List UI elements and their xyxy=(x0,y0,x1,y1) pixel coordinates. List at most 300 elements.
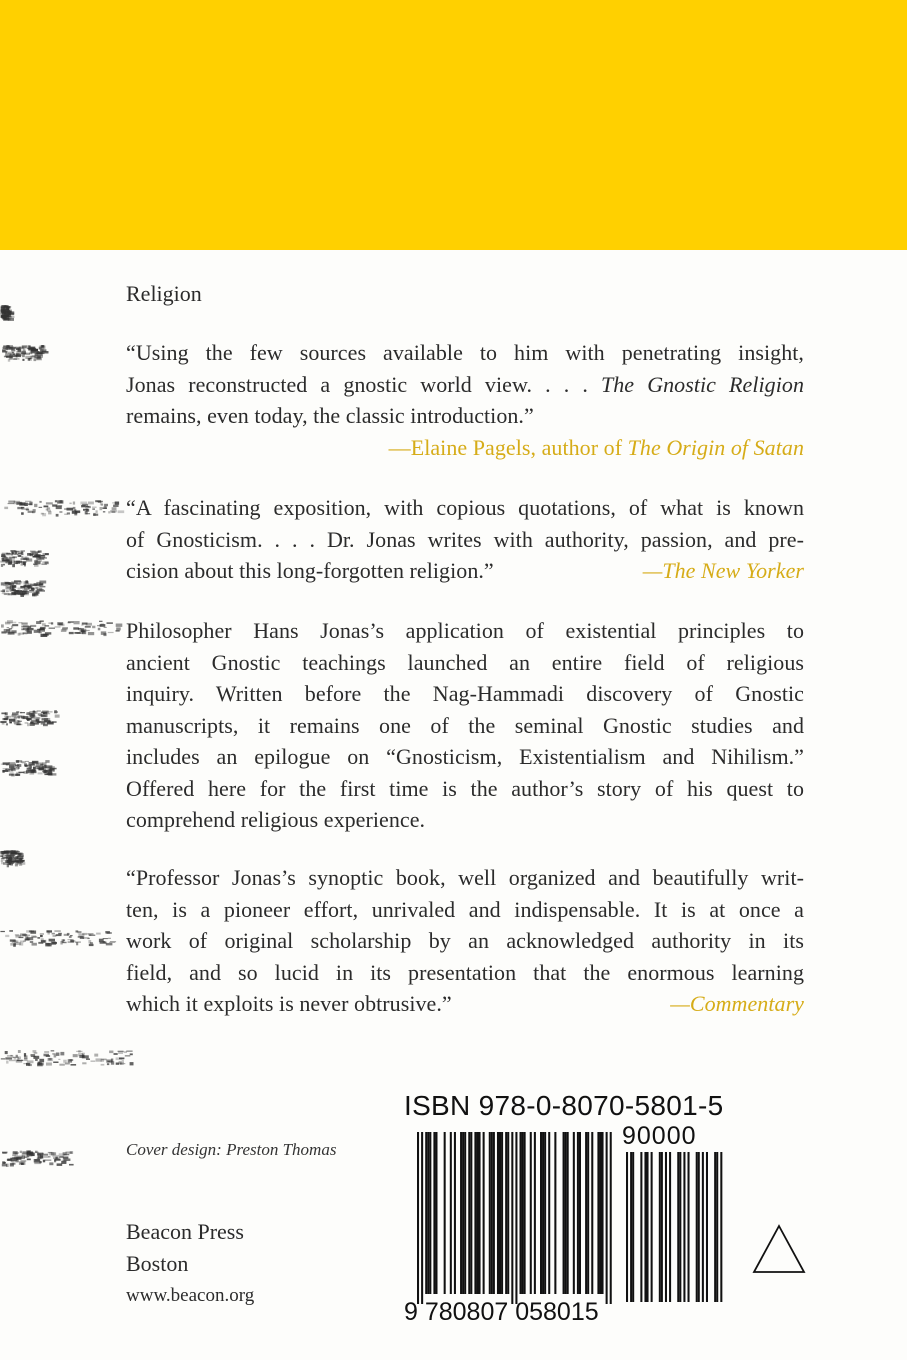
pencil-mark xyxy=(16,861,23,863)
pencil-mark xyxy=(27,630,32,633)
pencil-mark xyxy=(6,586,11,589)
pencil-mark xyxy=(42,623,46,626)
pencil-mark xyxy=(126,1050,132,1052)
pencil-mark xyxy=(28,503,32,505)
pencil-mark xyxy=(31,936,36,938)
pencil-mark xyxy=(74,509,77,511)
pencil-mark xyxy=(118,1052,123,1054)
pencil-mark xyxy=(0,312,4,314)
pencil-mark xyxy=(16,1055,18,1057)
pencil-mark xyxy=(7,1055,13,1057)
pencil-mark xyxy=(104,504,108,506)
pencil-mark xyxy=(1,860,3,862)
pencil-mark xyxy=(5,622,10,625)
pencil-mark xyxy=(45,553,49,555)
barcode-bar xyxy=(542,1132,544,1294)
quote-line: “Using the few sources available to him with penetrating insight, xyxy=(126,340,804,365)
pencil-mark xyxy=(9,772,13,774)
pencil-mark xyxy=(51,622,53,624)
barcode-bar xyxy=(520,1132,522,1294)
pencil-mark xyxy=(33,1050,37,1053)
pencil-mark xyxy=(8,632,15,635)
pencil-mark xyxy=(40,764,43,766)
barcode-bar xyxy=(511,1132,513,1304)
pencil-mark xyxy=(25,761,29,762)
pencil-mark xyxy=(25,938,30,940)
pencil-mark xyxy=(11,582,18,584)
pencil-mark xyxy=(78,628,81,630)
pencil-mark xyxy=(27,718,32,720)
pencil-mark xyxy=(30,722,33,724)
pencil-mark xyxy=(62,627,68,629)
pencil-mark xyxy=(118,510,125,513)
pencil-mark xyxy=(12,593,17,596)
attribution-new-yorker: —The New Yorker xyxy=(642,558,804,583)
attribution-pagels: —Elaine Pagels, author of The Origin of Satan xyxy=(388,434,804,460)
barcode-bar xyxy=(567,1132,569,1294)
pencil-mark xyxy=(82,1062,86,1064)
isbn-barcode xyxy=(404,1092,734,1332)
description-line: ancient Gnostic teachings launched an entire field of religious xyxy=(126,649,804,675)
addon-bar xyxy=(651,1152,653,1302)
barcode-bar xyxy=(491,1132,493,1294)
pencil-mark xyxy=(9,722,12,723)
pencil-mark xyxy=(34,355,41,358)
barcode-bar xyxy=(460,1132,462,1294)
pencil-mark xyxy=(6,764,9,766)
pencil-mark xyxy=(24,1055,28,1058)
barcode-bar xyxy=(530,1132,532,1294)
pencil-mark xyxy=(32,355,35,356)
pencil-mark xyxy=(24,935,31,937)
barcode-bar xyxy=(505,1132,507,1294)
pencil-mark xyxy=(36,720,40,721)
pencil-mark xyxy=(48,721,51,723)
addon-bar xyxy=(706,1152,708,1302)
pencil-mark xyxy=(54,711,58,713)
price-code: 90000 xyxy=(622,1122,697,1150)
pencil-mark xyxy=(110,510,117,512)
pencil-mark xyxy=(116,627,121,630)
barcode-bar xyxy=(417,1132,419,1304)
pencil-mark xyxy=(48,623,51,624)
pencil-mark xyxy=(3,316,6,319)
pencil-mark xyxy=(40,1155,43,1158)
pencil-mark xyxy=(106,1060,112,1063)
pencil-mark xyxy=(83,937,90,939)
pencil-mark xyxy=(73,502,75,505)
pencil-mark xyxy=(5,935,9,937)
pencil-mark xyxy=(6,311,12,314)
pencil-mark xyxy=(60,500,63,503)
pencil-mark xyxy=(42,513,46,516)
pencil-mark xyxy=(3,564,5,566)
pencil-mark xyxy=(8,503,15,504)
pencil-mark xyxy=(8,593,13,595)
pencil-mark xyxy=(1,764,4,765)
pencil-mark xyxy=(40,935,42,937)
barcode-bar xyxy=(591,1132,593,1294)
pencil-mark xyxy=(96,1058,102,1061)
pencil-mark xyxy=(21,1160,27,1162)
pencil-mark xyxy=(9,1060,16,1061)
addon-bar xyxy=(661,1152,663,1302)
pencil-mark xyxy=(12,1163,14,1165)
description-line: Offered here for the first time is the author’s story of his quest to xyxy=(126,775,804,801)
pencil-mark xyxy=(114,1053,118,1055)
pencil-mark xyxy=(59,1064,64,1066)
pencil-mark xyxy=(12,1057,18,1058)
pencil-mark xyxy=(36,590,40,593)
pencil-mark xyxy=(38,1062,41,1065)
barcode-bar xyxy=(462,1132,464,1294)
pencil-mark xyxy=(112,507,117,510)
pencil-mark xyxy=(44,774,50,776)
pencil-mark xyxy=(18,581,22,584)
pencil-mark xyxy=(36,584,42,585)
book-description xyxy=(126,615,804,836)
barcode-bar xyxy=(427,1132,429,1294)
pencil-mark xyxy=(18,1056,21,1059)
pencil-mark xyxy=(104,627,107,628)
pencil-mark xyxy=(13,720,19,723)
barcode-bar xyxy=(602,1132,604,1294)
pencil-mark xyxy=(21,509,26,510)
pencil-mark xyxy=(63,1159,70,1162)
pencil-mark xyxy=(4,507,8,509)
pencil-mark xyxy=(1,624,4,627)
barcode-bar xyxy=(599,1132,601,1294)
pencil-mark xyxy=(100,624,106,627)
pencil-mark xyxy=(8,356,12,357)
pencil-mark xyxy=(23,348,26,351)
pencil-mark xyxy=(31,770,36,771)
barcode-bar xyxy=(433,1132,435,1294)
pencil-mark xyxy=(63,1157,69,1159)
pencil-mark xyxy=(33,711,35,713)
decorative-pencil-marks xyxy=(0,250,140,1250)
barcode-bar xyxy=(479,1132,481,1294)
pencil-mark xyxy=(30,625,36,627)
publisher-city: Boston xyxy=(126,1251,189,1276)
addon-bar xyxy=(716,1152,718,1302)
pencil-mark xyxy=(6,856,9,859)
pencil-mark xyxy=(67,508,74,511)
pencil-mark xyxy=(48,1156,51,1157)
pencil-mark xyxy=(14,766,17,768)
description-line: Philosopher Hans Jonas’s application of existential principles to xyxy=(126,618,804,643)
barcode-bar xyxy=(585,1132,587,1294)
addon-bar xyxy=(677,1152,679,1302)
pencil-mark xyxy=(15,863,18,866)
barcode-bar xyxy=(587,1132,589,1294)
pencil-mark xyxy=(45,943,51,946)
pencil-mark xyxy=(34,717,40,719)
pencil-mark xyxy=(7,627,10,628)
quote-line: “A fascinating exposition, with copious quotations, of what is known xyxy=(126,495,804,520)
pencil-mark xyxy=(96,510,98,513)
pencil-mark xyxy=(107,1063,109,1065)
pencil-mark xyxy=(19,633,24,635)
pencil-mark xyxy=(40,933,44,934)
pencil-mark xyxy=(49,766,55,769)
pencil-mark xyxy=(68,939,73,940)
pencil-mark xyxy=(41,634,48,637)
pencil-mark xyxy=(15,774,20,776)
pencil-mark xyxy=(103,941,106,943)
pencil-mark xyxy=(8,352,13,354)
pencil-mark xyxy=(34,1159,40,1163)
pencil-mark xyxy=(81,505,86,507)
pencil-mark xyxy=(24,1156,28,1158)
pencil-mark xyxy=(28,358,30,361)
pencil-mark xyxy=(5,1051,8,1054)
pencil-mark xyxy=(45,1159,52,1161)
pencil-mark xyxy=(21,563,23,566)
pencil-mark xyxy=(17,760,23,762)
pencil-mark xyxy=(35,561,41,564)
pencil-mark xyxy=(42,351,49,354)
barcode-bar xyxy=(454,1132,456,1294)
pencil-mark xyxy=(48,1152,53,1153)
pencil-mark xyxy=(116,1057,123,1060)
pencil-mark xyxy=(86,1059,90,1060)
pencil-mark xyxy=(1,582,5,585)
barcode-digits: 9 780807 058015 xyxy=(404,1298,599,1326)
pencil-mark xyxy=(98,628,101,631)
addon-bar xyxy=(698,1152,700,1302)
pencil-mark xyxy=(55,626,61,628)
pencil-mark xyxy=(47,1058,53,1061)
pencil-mark xyxy=(37,768,41,769)
pencil-mark xyxy=(103,511,105,512)
addon-bar xyxy=(626,1152,628,1302)
pencil-mark xyxy=(19,858,22,860)
pencil-mark xyxy=(82,933,87,935)
pencil-mark xyxy=(52,1053,55,1055)
pencil-mark xyxy=(3,306,8,308)
pencil-mark xyxy=(118,1051,124,1052)
pencil-mark xyxy=(16,502,22,505)
pencil-mark xyxy=(55,715,60,718)
pencil-mark xyxy=(43,559,45,560)
quote-line: “Professor Jonas’s synoptic book, well organized and beautifully writ- xyxy=(126,865,804,890)
quote-line: ten, is a pioneer effort, unrivaled and indispensable. It is at once a xyxy=(126,896,804,922)
pencil-mark xyxy=(58,933,62,935)
pencil-mark xyxy=(4,851,8,852)
pencil-mark xyxy=(5,348,8,350)
pencil-mark xyxy=(32,511,35,513)
pencil-mark xyxy=(46,502,53,504)
pencil-mark xyxy=(16,355,18,358)
pencil-mark xyxy=(2,1152,6,1154)
pencil-mark xyxy=(104,506,108,507)
pencil-mark xyxy=(24,585,26,586)
pencil-mark xyxy=(18,715,24,716)
pencil-mark xyxy=(17,855,19,856)
pencil-mark xyxy=(10,859,12,862)
pencil-mark xyxy=(73,507,76,509)
pencil-mark xyxy=(32,761,38,764)
pencil-mark xyxy=(21,623,27,625)
beacon-triangle-logo xyxy=(752,1224,806,1274)
addon-bar xyxy=(647,1152,649,1302)
addon-bar xyxy=(696,1152,698,1302)
pencil-mark xyxy=(54,931,60,932)
barcode-bar xyxy=(540,1132,542,1294)
pencil-mark xyxy=(76,930,79,932)
barcode-bar xyxy=(563,1132,565,1294)
pencil-mark xyxy=(78,1053,83,1056)
addon-bar xyxy=(644,1152,646,1302)
barcode-bar xyxy=(483,1132,485,1294)
pencil-mark xyxy=(23,625,29,627)
pencil-mark xyxy=(10,853,17,855)
addon-bar xyxy=(632,1152,634,1302)
pencil-mark xyxy=(11,774,14,777)
pencil-mark xyxy=(21,1163,24,1165)
pencil-mark xyxy=(5,769,10,771)
category-label: Religion xyxy=(126,281,202,306)
pencil-mark xyxy=(74,621,80,624)
publisher-name: Beacon Press xyxy=(126,1219,244,1244)
pencil-mark xyxy=(1,556,6,557)
pencil-mark xyxy=(69,632,74,634)
pencil-mark xyxy=(41,715,46,717)
pencil-mark xyxy=(52,721,57,723)
pencil-mark xyxy=(73,1054,78,1057)
pencil-mark xyxy=(26,770,29,773)
pencil-mark xyxy=(94,1054,98,1057)
barcode-bar xyxy=(573,1132,575,1294)
quote-line: work of original scholarship by an acknowledged authority in its xyxy=(126,928,804,953)
pencil-mark xyxy=(44,1051,49,1052)
pencil-mark xyxy=(9,930,13,932)
pencil-mark xyxy=(49,1162,53,1165)
pencil-mark xyxy=(29,930,34,932)
pencil-mark xyxy=(9,768,15,770)
pencil-mark xyxy=(12,564,15,567)
barcode-bar xyxy=(476,1132,478,1294)
pencil-mark xyxy=(120,1063,125,1064)
pencil-mark xyxy=(74,513,77,516)
quote-commentary xyxy=(126,862,804,1020)
pencil-mark xyxy=(30,941,33,943)
pencil-mark xyxy=(92,507,97,508)
pencil-mark xyxy=(58,505,62,506)
pencil-mark xyxy=(19,555,22,556)
pencil-mark xyxy=(91,1061,96,1062)
barcode-bar xyxy=(435,1132,437,1294)
pencil-mark xyxy=(109,1051,113,1054)
pencil-mark xyxy=(37,937,40,939)
barcode-bar xyxy=(464,1132,466,1294)
pencil-mark xyxy=(33,767,36,769)
pencil-mark xyxy=(81,631,84,632)
pencil-mark xyxy=(11,348,15,351)
pencil-mark xyxy=(130,1062,134,1065)
pencil-mark xyxy=(58,1059,60,1060)
pencil-mark xyxy=(25,936,28,938)
pencil-mark xyxy=(1,851,4,853)
addon-bar xyxy=(679,1152,681,1302)
barcode-bar xyxy=(468,1132,470,1294)
pencil-mark xyxy=(4,629,10,632)
pencil-mark xyxy=(16,1158,21,1160)
pencil-mark xyxy=(22,763,25,764)
pencil-mark xyxy=(41,563,47,565)
pencil-mark xyxy=(101,1059,106,1061)
pencil-mark xyxy=(64,1154,70,1155)
pencil-mark xyxy=(20,712,25,713)
barcode-bar xyxy=(579,1132,581,1294)
pencil-mark xyxy=(5,583,12,586)
pencil-mark xyxy=(69,503,71,505)
pencil-mark xyxy=(59,623,63,624)
pencil-mark xyxy=(62,939,65,942)
pencil-mark xyxy=(61,629,67,632)
addon-bar xyxy=(665,1152,667,1302)
pencil-mark xyxy=(108,938,111,939)
pencil-mark xyxy=(92,508,95,510)
pencil-mark xyxy=(28,586,32,589)
pencil-mark xyxy=(31,1054,36,1056)
barcode-bar xyxy=(474,1132,476,1294)
pencil-mark xyxy=(39,586,45,588)
pencil-mark xyxy=(53,1157,60,1159)
pencil-mark xyxy=(106,943,113,946)
pencil-mark xyxy=(22,590,27,592)
pencil-mark xyxy=(56,934,62,936)
pencil-mark xyxy=(4,718,8,720)
addon-bar xyxy=(714,1152,716,1302)
pencil-mark xyxy=(14,1161,18,1163)
barcode-bar xyxy=(421,1132,423,1304)
pencil-mark xyxy=(8,863,11,865)
pencil-mark xyxy=(55,500,57,502)
pencil-mark xyxy=(43,724,48,727)
pencil-mark xyxy=(31,771,37,774)
pencil-mark xyxy=(47,507,50,509)
pencil-mark xyxy=(22,502,26,504)
pencil-mark xyxy=(6,723,8,725)
addon-bar xyxy=(659,1152,661,1302)
pencil-mark xyxy=(6,345,9,348)
pencil-mark xyxy=(69,936,72,937)
barcode-bar xyxy=(577,1132,579,1294)
pencil-mark xyxy=(2,561,5,562)
pencil-mark xyxy=(52,933,55,935)
quote-line: remains, even today, the classic introduction.” xyxy=(126,403,534,428)
pencil-mark xyxy=(7,1159,10,1161)
pencil-mark xyxy=(59,511,62,512)
pencil-mark xyxy=(80,502,87,505)
barcode-bar xyxy=(544,1132,546,1294)
description-line: includes an epilogue on “Gnosticism, Existentialism and Nihilism.” xyxy=(126,744,804,769)
pencil-mark xyxy=(103,633,106,636)
pencil-mark xyxy=(5,310,10,311)
publisher-block xyxy=(126,1216,254,1312)
pencil-mark xyxy=(53,1062,58,1064)
pencil-mark xyxy=(14,858,17,859)
pencil-mark xyxy=(116,1063,119,1065)
barcode-bar xyxy=(515,1132,517,1304)
pencil-mark xyxy=(88,506,91,508)
pencil-mark xyxy=(8,562,14,563)
pencil-mark xyxy=(93,513,95,516)
pencil-mark xyxy=(26,714,32,716)
pencil-mark xyxy=(39,632,42,633)
